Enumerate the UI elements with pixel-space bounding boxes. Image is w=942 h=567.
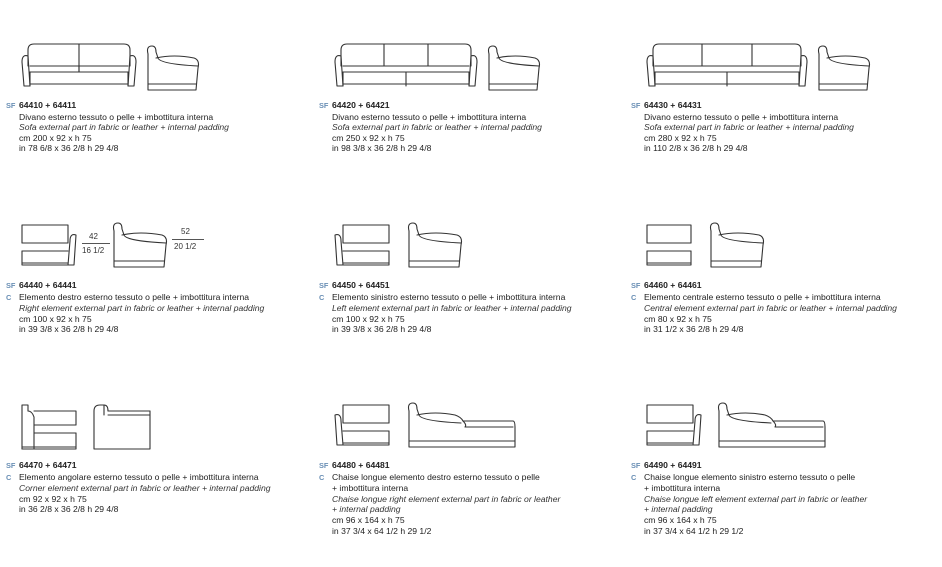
description-it: Divano esterno tessuto o pelle + imbottitura interna (332, 111, 527, 122)
product-info (631, 460, 867, 536)
dimensions-in: in 31 1/2 x 36 2/8 h 29 4/8 (644, 324, 744, 335)
dimensions-in: in 37 3/4 x 64 1/2 h 29 1/2 (644, 525, 744, 536)
description-it (319, 292, 572, 304)
description-en-cont: + internal padding (332, 504, 401, 515)
description-en: Chaise longue left element external part in fabric or leather (644, 493, 868, 504)
description-en: Right element external part in fabric or leather + internal padding (19, 303, 265, 314)
description-en-cont: + internal padding (644, 504, 713, 515)
description-it-cont: + imbottitura interna (332, 483, 409, 494)
left-element-front-view (333, 223, 393, 269)
chaise-right-front-view (333, 403, 393, 449)
dimension-value-top: 52 (181, 227, 190, 236)
series-prefix: SF (319, 461, 329, 470)
product-64420 (319, 38, 619, 208)
description-en: Central element external part in fabric or leather + internal padding (644, 303, 897, 314)
product-code: 64470 + 64471 (19, 460, 77, 470)
description-en: Sofa external part in fabric or leather + internal padding (644, 122, 854, 133)
description-it (6, 292, 264, 304)
product-info (6, 460, 271, 515)
product-info (631, 280, 897, 335)
description-it (6, 472, 271, 484)
dimension-value-bottom: 20 1/2 (174, 242, 197, 251)
sofa-side-view (815, 44, 873, 92)
description-it (319, 472, 560, 484)
dimension-rule (82, 243, 110, 244)
category-prefix: C (319, 292, 325, 302)
right-element-side-view (110, 221, 170, 269)
sofa-front-view (333, 42, 479, 92)
product-code: 64420 + 64421 (332, 100, 390, 110)
description-en: Chaise longue right element external part in fabric or leather (332, 493, 561, 504)
product-info (319, 280, 572, 335)
product-code: 64410 + 64411 (19, 100, 77, 110)
description-en: Left element external part in fabric or leather + internal padding (332, 303, 572, 314)
corner-element-front-view (20, 403, 80, 451)
chaise-left-front-view (645, 403, 703, 449)
dimensions-cm: cm 280 x 92 x h 75 (644, 132, 717, 143)
product-64410 (6, 38, 306, 208)
description-it: Divano esterno tessuto o pelle + imbottitura interna (644, 111, 839, 122)
central-element-side-view (707, 221, 767, 269)
category-prefix: C (319, 472, 325, 482)
dimensions-in: in 39 3/8 x 36 2/8 h 29 4/8 (332, 324, 432, 335)
series-prefix: SF (6, 461, 16, 470)
product-info (319, 460, 560, 536)
dimension-value-top: 42 (89, 232, 98, 241)
product-code: 64490 + 64491 (644, 460, 702, 470)
dimensions-cm: cm 200 x 92 x h 75 (19, 132, 92, 143)
dimensions-cm: cm 80 x 92 x h 75 (644, 313, 712, 324)
description-it-cont: + imbottitura interna (644, 483, 721, 494)
description-it-text: Chaise longue elemento destro esterno tessuto o pelle (332, 471, 540, 482)
description-it: Divano esterno tessuto o pelle + imbottitura interna (19, 111, 214, 122)
product-info (319, 100, 542, 154)
series-prefix: SF (319, 101, 329, 110)
series-prefix: SF (6, 281, 16, 290)
product-64430 (631, 38, 931, 208)
description-it-text: Chaise longue elemento sinistro esterno tessuto o pelle (644, 471, 856, 482)
product-code: 64430 + 64431 (644, 100, 702, 110)
description-it-text: Elemento destro esterno tessuto o pelle + imbottitura interna (19, 291, 250, 302)
product-code: 64440 + 64441 (19, 280, 77, 290)
description-en: Sofa external part in fabric or leather + internal padding (332, 122, 542, 133)
description-it (631, 292, 897, 304)
dimensions-in: in 78 6/8 x 36 2/8 h 29 4/8 (19, 143, 119, 154)
dimensions-cm: cm 250 x 92 x h 75 (332, 132, 405, 143)
series-prefix: SF (319, 281, 329, 290)
series-prefix: SF (631, 461, 641, 470)
product-64460 (631, 217, 931, 387)
dimensions-cm: cm 96 x 164 x h 75 (332, 514, 405, 525)
category-prefix: C (6, 292, 12, 302)
dimensions-cm: cm 96 x 164 x h 75 (644, 514, 717, 525)
dimensions-in: in 98 3/8 x 36 2/8 h 29 4/8 (332, 143, 432, 154)
sofa-front-view (20, 42, 138, 92)
product-64440 (6, 217, 306, 387)
product-code: 64450 + 64451 (332, 280, 390, 290)
dimensions-cm: cm 100 x 92 x h 75 (332, 313, 405, 324)
product-info (6, 280, 264, 335)
dimensions-cm: cm 100 x 92 x h 75 (19, 313, 92, 324)
corner-element-side-view (92, 401, 152, 451)
central-element-front-view (645, 223, 693, 269)
right-element-front-view (20, 223, 78, 269)
category-prefix: C (6, 472, 12, 482)
dimensions-cm: cm 92 x 92 x h 75 (19, 493, 87, 504)
product-info (6, 100, 229, 154)
description-it-text: Elemento sinistro esterno tessuto o pelle + imbottitura interna (332, 291, 566, 302)
dimension-rule (172, 239, 204, 240)
sofa-front-view (645, 42, 809, 92)
dimensions-in: in 39 3/8 x 36 2/8 h 29 4/8 (19, 324, 119, 335)
category-prefix: C (631, 292, 637, 302)
series-prefix: SF (631, 281, 641, 290)
dimension-value-bottom: 16 1/2 (82, 246, 105, 255)
product-code: 64480 + 64481 (332, 460, 390, 470)
sofa-side-view (485, 44, 543, 92)
series-prefix: SF (631, 101, 641, 110)
sofa-side-view (144, 44, 202, 92)
left-element-side-view (405, 221, 465, 269)
dimensions-in: in 37 3/4 x 64 1/2 h 29 1/2 (332, 525, 432, 536)
product-64480 (319, 397, 619, 567)
product-info (631, 100, 854, 154)
product-64490 (631, 397, 931, 567)
description-it-text: Elemento centrale esterno tessuto o pelle + imbottitura interna (644, 291, 881, 302)
description-it-text: Elemento angolare esterno tessuto o pelle + imbottitura interna (19, 471, 259, 482)
series-prefix: SF (6, 101, 16, 110)
product-code: 64460 + 64461 (644, 280, 702, 290)
dimensions-in: in 36 2/8 x 36 2/8 h 29 4/8 (19, 504, 119, 515)
product-64450 (319, 217, 619, 387)
product-64470 (6, 397, 306, 567)
description-en: Corner element external part in fabric or leather + internal padding (19, 483, 271, 494)
description-en: Sofa external part in fabric or leather + internal padding (19, 122, 229, 133)
dimensions-in: in 110 2/8 x 36 2/8 h 29 4/8 (644, 143, 748, 154)
chaise-right-side-view (405, 401, 517, 451)
description-it (631, 472, 867, 484)
category-prefix: C (631, 472, 637, 482)
chaise-left-side-view (715, 401, 827, 451)
